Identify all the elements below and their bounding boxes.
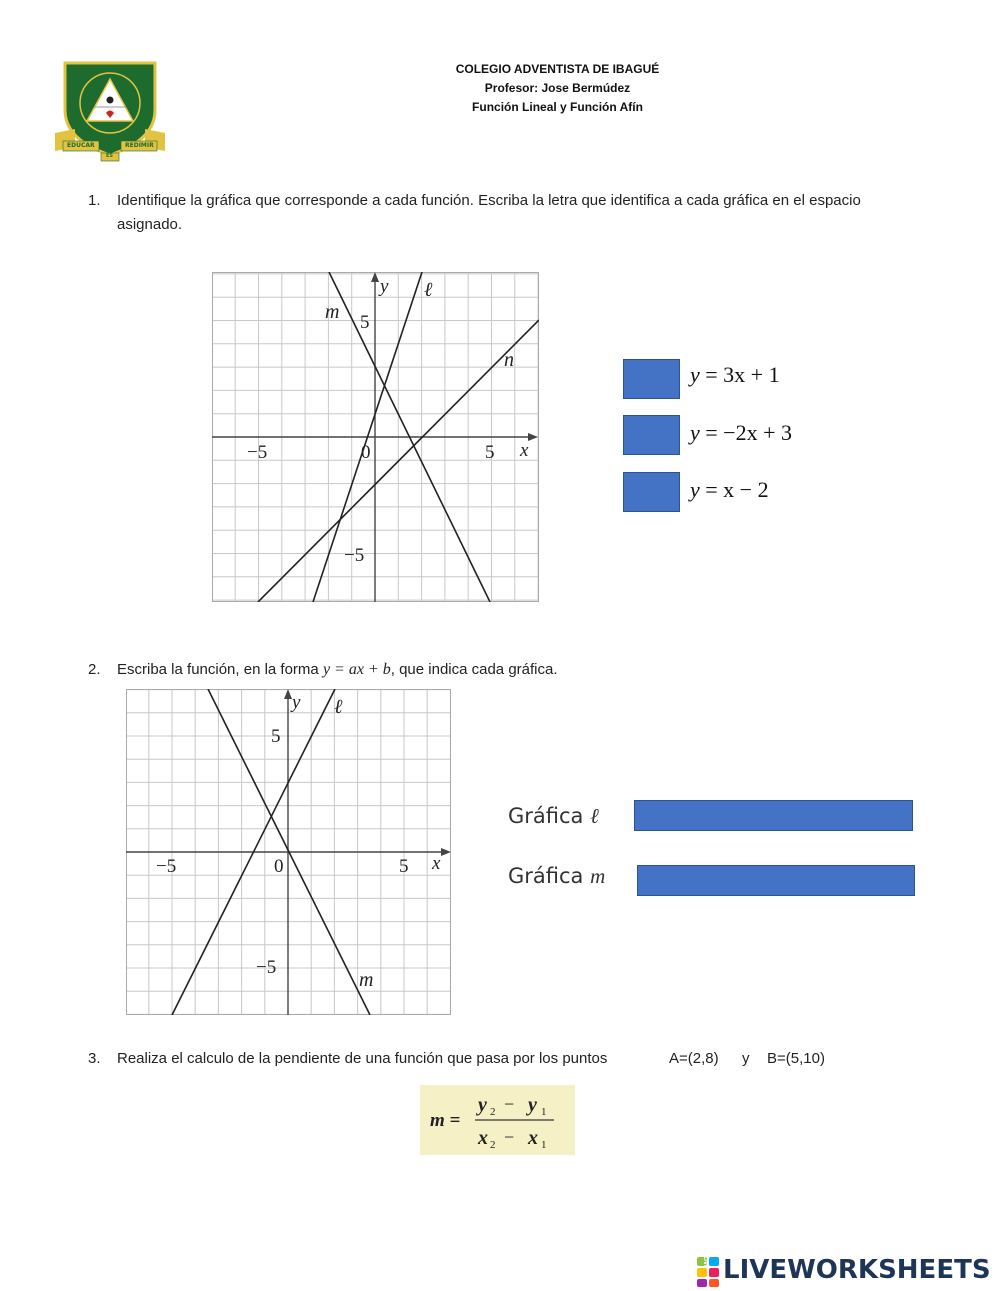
question-2-text-pre: Escriba la función, en la forma	[117, 661, 323, 678]
equation-1-lhs: y	[690, 362, 700, 387]
question-2-text	[117, 658, 558, 682]
answer-label-m-text: Gráfica	[508, 864, 584, 888]
question-2-text-post: , que indica cada gráfica.	[390, 661, 558, 678]
formula-den-b-sub: 1	[541, 1139, 547, 1151]
graph-2-tick-neg5-y: −5	[256, 957, 277, 978]
formula-den-a: x	[478, 1127, 488, 1149]
question-1-number: 1.	[88, 192, 101, 209]
graph-1-tick-pos5-x: 5	[485, 442, 495, 463]
equation-2	[690, 420, 792, 446]
formula-den-minus: −	[504, 1127, 515, 1147]
liveworksheets-mark: LIVE	[702, 1256, 708, 1269]
graph-1-label-n: n	[504, 349, 514, 371]
formula-num-a: y	[478, 1094, 487, 1116]
graph-1-tick-pos5-y: 5	[360, 312, 370, 333]
graph-1-label-m: m	[325, 301, 340, 323]
teacher-name: Profesor: Jose Bermúdez	[484, 81, 631, 95]
graph-2-label-m: m	[359, 969, 374, 991]
graph-1-y-label: y	[380, 276, 389, 297]
question-2-math: y = ax + b	[322, 661, 391, 678]
topic-title: Función Lineal y Función Afín	[472, 100, 643, 114]
equation-3-lhs: y	[690, 477, 700, 502]
school-name: COLEGIO ADVENTISTA DE IBAGUÉ	[455, 62, 660, 76]
graph-2-tick-pos5-y: 5	[271, 726, 281, 747]
equation-2-lhs: y	[690, 420, 700, 445]
question-3-text: Realiza el calculo de la pendiente de una función que pasa por los puntos	[117, 1050, 608, 1067]
graph-2-tick-pos5-x: 5	[399, 856, 409, 877]
formula-lhs: m =	[430, 1110, 461, 1131]
point-b: B=(5,10)	[767, 1050, 825, 1067]
answer-label-m	[508, 864, 605, 889]
formula-num-b-sub: 1	[541, 1106, 547, 1118]
question-3-conj: y	[742, 1050, 750, 1067]
formula-den-b: x	[528, 1127, 538, 1149]
answer-box-eq-1[interactable]	[623, 359, 680, 399]
equation-1-rhs: = 3x + 1	[705, 362, 780, 387]
document-header	[0, 60, 1000, 117]
graph-1-origin: 0	[361, 442, 371, 463]
answer-label-l-var: ℓ	[590, 804, 599, 828]
answer-box-eq-3[interactable]	[623, 472, 680, 512]
answer-label-l-text: Gráfica	[508, 804, 584, 828]
graph-2-x-label: x	[432, 853, 441, 874]
graph-1-tick-neg5-y: −5	[344, 545, 365, 566]
answer-label-m-var: m	[590, 864, 606, 888]
equation-1	[690, 362, 780, 388]
question-1-text-line1: Identifique la gráfica que corresponde a cada función. Escriba la letra que identifica a cada gráfica en el espacio	[117, 192, 861, 209]
formula-num-a-sub: 2	[490, 1106, 496, 1118]
liveworksheets-brand: LIVEWORKSHEETS	[723, 1255, 991, 1285]
question-2	[88, 658, 968, 682]
answer-box-eq-2[interactable]	[623, 415, 680, 455]
equation-3	[690, 477, 769, 503]
graph-2-origin: 0	[274, 856, 284, 877]
formula-num-minus: −	[504, 1094, 515, 1114]
question-1-text-line2: asignado.	[117, 216, 183, 233]
graph-2	[126, 689, 451, 1015]
slope-formula	[420, 1085, 575, 1155]
graph-1	[212, 272, 539, 602]
question-2-number: 2.	[88, 661, 101, 678]
answer-field-l[interactable]	[634, 800, 913, 831]
question-1	[88, 189, 968, 239]
graph-2-label-l: ℓ	[334, 696, 343, 718]
graph-1-label-l: ℓ	[424, 279, 433, 301]
graph-1-tick-neg5-x: −5	[247, 442, 268, 463]
point-a: A=(2,8)	[669, 1050, 719, 1067]
logo-banner-right: REDIMIR	[125, 142, 154, 149]
graph-2-tick-neg5-x: −5	[156, 856, 177, 877]
question-3	[88, 1047, 968, 1071]
graph-2-y-label: y	[292, 692, 301, 713]
equation-3-rhs: = x − 2	[705, 477, 769, 502]
answer-label-l	[508, 804, 599, 829]
logo-banner-bottom: ES	[106, 153, 114, 159]
question-3-number: 3.	[88, 1050, 101, 1067]
logo-banner-left: EDUCAR	[67, 142, 95, 149]
equation-2-rhs: = −2x + 3	[705, 420, 792, 445]
formula-num-b: y	[528, 1094, 537, 1116]
graph-1-x-label: x	[520, 440, 529, 461]
formula-den-a-sub: 2	[490, 1139, 496, 1151]
answer-field-m[interactable]	[637, 865, 915, 896]
liveworksheets-logo	[697, 1255, 997, 1287]
